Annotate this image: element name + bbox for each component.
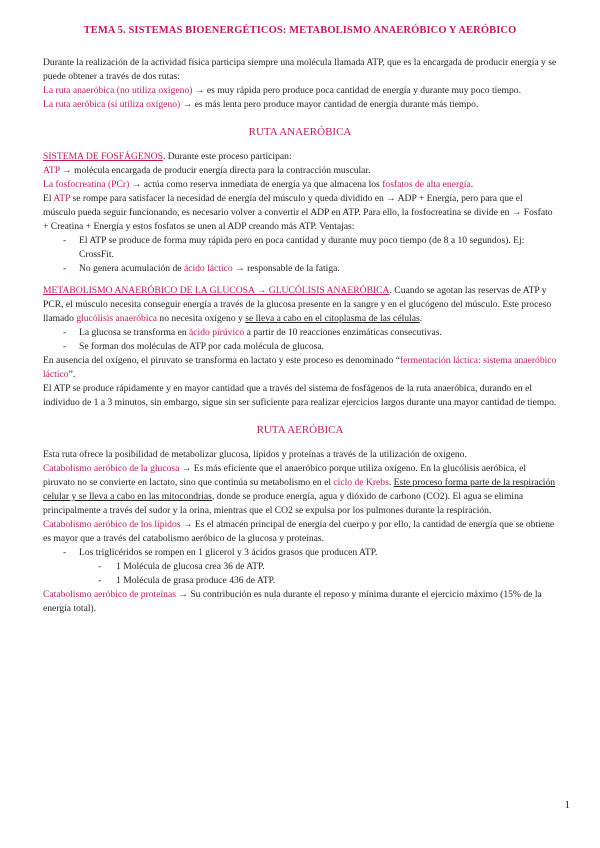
list-item — [43, 262, 557, 276]
krebs-link: ciclo de Krebs — [333, 477, 389, 488]
g1-text-b: a partir de 10 reacciones enzimáticas consecutivas. — [244, 327, 442, 338]
list-item: - Los triglicéridos se rompen en 1 glicerol y 3 ácidos grasos que producen ATP. — [43, 546, 557, 560]
lipid-sublist — [43, 560, 557, 588]
lactate-paragraph — [43, 354, 557, 382]
aerobic-intro: Esta ruta ofrece la posibilidad de metabolizar glucosa, lípidos y proteínas a través de la utilización de oxígeno. — [43, 449, 467, 460]
glucose-text-2: . — [388, 477, 394, 488]
atp-explanation — [43, 192, 557, 234]
atp-line — [43, 164, 557, 178]
section-heading-aerobic: RUTA AERÓBICA — [256, 424, 344, 436]
glucose-text-3: , donde se produce energía, agua y dióxido de carbono (CO2). El agua se elimina principalmente a través del sudor y la orina, mientras que el CO2 se expulsa por los pulmones durante la respiración. — [43, 491, 524, 516]
list-item — [43, 326, 557, 340]
route-aerobic-label: La ruta aeróbica (sí utiliza oxígeno) — [43, 99, 181, 110]
pcr-text: → actúa como reserva inmediata de energía ya que almacena los — [129, 179, 383, 190]
fosfagenos-heading — [43, 150, 557, 164]
lipid-text: → Es el almacén principal de energía del cuerpo y por ello, la cantidad de energía que se obtiene es mayor que a través del catabolismo aeróbico de la glucosa y proteínas. — [43, 519, 555, 544]
list-item: - 1 Molécula de grasa produce 436 de ATP. — [43, 574, 557, 588]
lipid-catabolism-label: Catabolismo aeróbico de los lípidos — [43, 519, 181, 530]
atp-text: → molécula encargada de producir energía directa para la contracción muscular. — [59, 165, 371, 176]
adv2-link: ácido láctico — [183, 263, 233, 274]
fosfagenos-text: . Durante este proceso participan: — [162, 151, 292, 162]
list-item: - El ATP se produce de forma muy rápida pero en poca cantidad y durante muy poco tiempo (de 8 a 10 segundos). Ej: CrossFit. — [43, 234, 557, 262]
atp-expl-prefix: El — [43, 193, 54, 204]
glucose-text-1: → Es más eficiente que el anaeróbico porque utiliza oxígeno. En la glucólisis aeróbica, el piruvato no se convierte en lactato, sino que continúa su metabolismo en el — [43, 463, 526, 488]
atp-expl-atp: ATP — [53, 193, 71, 204]
lipid-catabolism-paragraph — [43, 518, 557, 546]
glycolysis-text-2: no necesita oxígeno y — [157, 313, 246, 324]
pcr-line — [43, 178, 557, 192]
lactate-link: fermentación láctica: sistema anaeróbico láctico — [43, 355, 557, 380]
adv2-text-b: → responsable de la fatiga. — [232, 263, 340, 274]
lactate-text-a: En ausencia del oxígeno, el piruvato se transforma en lactato y este proceso es denominado “ — [43, 355, 400, 366]
route-aerobic-text: → es más lenta pero produce mayor cantidad de energía durante más tiempo. — [180, 99, 479, 110]
glycolysis-list — [43, 326, 557, 354]
protein-catabolism-label: Catabolismo aeróbico de proteínas — [43, 589, 176, 600]
pcr-link: fosfatos de alta energía — [382, 179, 471, 190]
section-heading-anaerobic: RUTA ANAERÓBICA — [248, 126, 352, 138]
document-title: TEMA 5. SISTEMAS BIOENERGÉTICOS: METABOLISMO ANAERÓBICO Y AERÓBICO — [83, 25, 517, 36]
glycolysis-label: METABOLISMO ANAERÓBICO DE LA GLUCOSA → GLUCÓLISIS ANAERÓBICA — [43, 285, 390, 296]
fosfagenos-label: SISTEMA DE FOSFÁGENOS — [43, 151, 163, 162]
glycolysis-paragraph — [43, 284, 557, 326]
protein-catabolism-paragraph — [43, 588, 557, 616]
lactate-text-b: ”. — [68, 369, 76, 380]
glycolysis-end: . — [419, 313, 423, 324]
atp-label: ATP — [43, 165, 60, 176]
document-page — [43, 24, 557, 616]
lipid-list — [43, 546, 557, 560]
g1-link: ácido pirúvico — [189, 327, 245, 338]
intro-route-anaerobic — [43, 84, 557, 98]
atp-fast-paragraph: El ATP se produce rápidamente y en mayor cantidad que a través del sistema de fosfágenos de la ruta anaeróbica, durando en el individuo de 1 a 3 minutos, sin embargo, sigue sin ser suficiente para realizar ejercicios largos durante una mayor cantidad de tiempo. — [43, 383, 557, 408]
list-item: - Se forman dos moléculas de ATP por cada molécula de glucosa. — [43, 340, 557, 354]
route-anaerobic-text: → es muy rápida pero produce poca cantidad de energía y durante muy poco tiempo. — [192, 85, 521, 96]
glucose-underline: Este proceso forma parte de la respiración celular y se lleva a cabo en las mitocondrias — [43, 477, 556, 502]
advantages-list — [43, 234, 557, 276]
glucose-catabolism-paragraph — [43, 462, 557, 518]
glycolysis-text-1: . Cuando se agotan las reservas de ATP y PCR, el músculo necesita conseguir energía a través de la glucosa presente en la sangre y en el glucógeno del músculo. Este proceso llamado — [43, 285, 552, 324]
glucose-catabolism-label: Catabolismo aeróbico de la glucosa — [43, 463, 180, 474]
atp-expl-text: se rompe para satisfacer la necesidad de energía del músculo y queda dividido en → ADP + Energía, pero para que el músculo pueda seguir funcionando, es necesario volver a convertir el ADP en ATP. Para ello, la fosfocreatina se divide en → Fosfato + Creatina + Energía y estos fosfatos se unen al ADP creando más ATP. Ventajas: — [43, 193, 553, 232]
g1-text-a: La glucosa se transforma en — [79, 327, 190, 338]
pcr-end: . — [470, 179, 474, 190]
page-number: 1 — [564, 799, 570, 811]
intro-paragraph: Durante la realización de la actividad física participa siempre una molécula llamada ATP, que es la encargada de producir energía y se puede obtener a través de dos rutas: — [43, 57, 557, 82]
glycolysis-link: glucólisis anaeróbica — [76, 313, 158, 324]
route-anaerobic-label: La ruta anaeróbica (no utiliza oxígeno) — [43, 85, 193, 96]
pcr-label: La fosfocreatina (PCr) — [43, 179, 130, 190]
protein-text: → Su contribución es nula durante el reposo y mínima durante el ejercicio máximo (15% de la energía total). — [43, 589, 542, 614]
adv2-text-a: No genera acumulación de — [79, 263, 184, 274]
glycolysis-underline: se lleva a cabo en el citoplasma de las células — [245, 313, 420, 324]
intro-route-aerobic — [43, 98, 557, 112]
list-item: - 1 Molécula de glucosa crea 36 de ATP. — [43, 560, 557, 574]
